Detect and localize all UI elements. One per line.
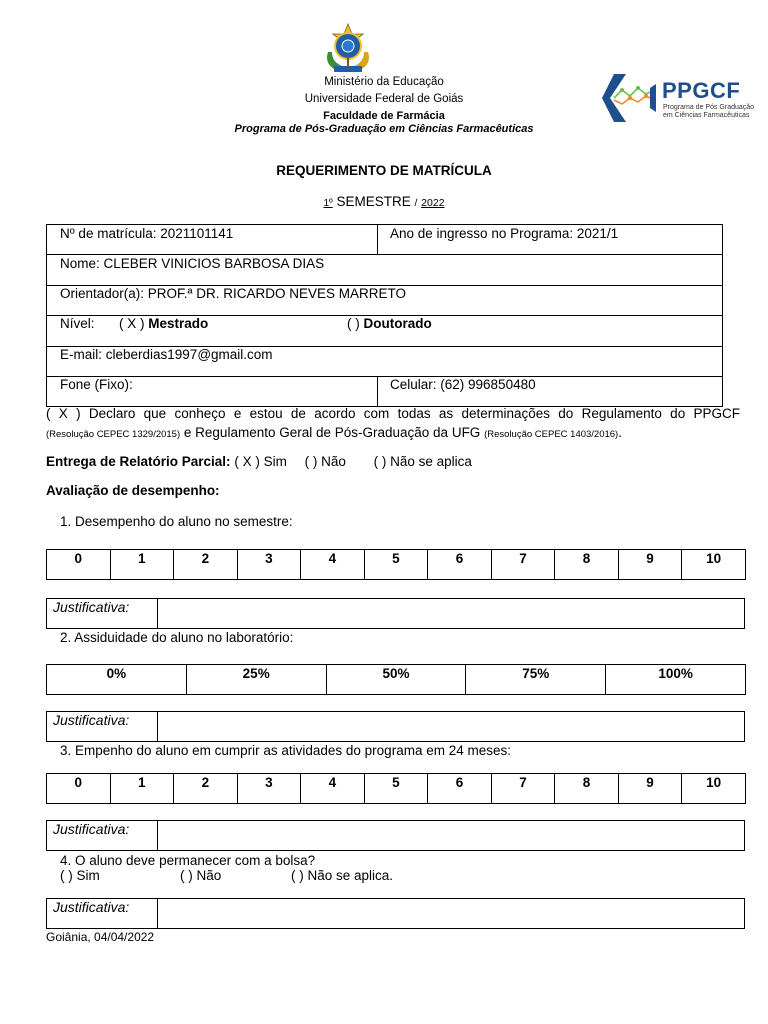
relatorio-label: Entrega de Relatório Parcial: xyxy=(46,454,231,469)
q1-score-cell[interactable]: 4 xyxy=(301,550,365,580)
q3-score-cell[interactable]: 1 xyxy=(110,774,174,804)
q3-score-cell[interactable]: 10 xyxy=(682,774,746,804)
footer-date: Goiânia, 04/04/2022 xyxy=(46,930,155,944)
question-1: 1. Desempenho do aluno no semestre: xyxy=(60,514,293,529)
justificativa-box-q1[interactable] xyxy=(46,598,745,629)
q2-percent-cell[interactable]: 75% xyxy=(466,665,606,695)
orientador-field: Orientador(a): PROF.ª DR. RICARDO NEVES MARRETO xyxy=(60,286,407,301)
nivel-mestrado-mark: ( X ) xyxy=(119,316,145,331)
matricula-field: Nº de matrícula: 2021101141 xyxy=(60,226,234,241)
relatorio-sim: ( X ) Sim xyxy=(234,454,287,469)
brazil-coat-of-arms-icon xyxy=(322,22,374,76)
fone-field: Fone (Fixo): xyxy=(60,377,133,392)
university-text: Universidade Federal de Goiás xyxy=(304,93,464,105)
q3-score-cell[interactable]: 9 xyxy=(618,774,682,804)
nivel-mestrado-option xyxy=(119,316,208,331)
justificativa-label-q4: Justificativa: xyxy=(47,899,158,928)
declaration-line-2 xyxy=(46,425,622,440)
q1-score-cell[interactable]: 2 xyxy=(174,550,238,580)
declaration-end: . xyxy=(618,425,622,440)
scale-table-q1 xyxy=(46,549,746,580)
program-text: Programa de Pós-Graduação em Ciências Farmacêuticas xyxy=(234,123,534,135)
resolution-1: (Resolução CEPEC 1329/2015) xyxy=(46,429,181,440)
q1-score-cell[interactable]: 7 xyxy=(491,550,555,580)
q1-score-cell[interactable]: 6 xyxy=(428,550,492,580)
q1-score-cell[interactable]: 0 xyxy=(47,550,111,580)
resolution-2: (Resolução CEPEC 1403/2016) xyxy=(484,429,619,440)
q4-option-na: ( ) Não se aplica. xyxy=(291,868,394,883)
q4-option-nao: ( ) Não xyxy=(180,868,222,883)
q1-score-cell[interactable]: 8 xyxy=(555,550,619,580)
scale-table-q2 xyxy=(46,664,746,695)
nome-field: Nome: CLEBER VINICIOS BARBOSA DIAS xyxy=(60,256,325,271)
justificativa-box-q2[interactable] xyxy=(46,711,745,742)
semester-year: 2022 xyxy=(421,197,445,209)
question-3: 3. Empenho do aluno em cumprir as atividades do programa em 24 meses: xyxy=(60,743,511,758)
email-field: E-mail: cleberdias1997@gmail.com xyxy=(60,347,273,362)
student-info-table xyxy=(46,224,723,407)
semester-number: 1º xyxy=(323,198,333,209)
q3-score-cell[interactable]: 7 xyxy=(491,774,555,804)
q2-percent-cell[interactable]: 50% xyxy=(326,665,466,695)
logo-subtitle-2: em Ciências Farmacêuticas xyxy=(663,112,750,119)
semester-line xyxy=(0,194,768,209)
ministry-text: Ministério da Educação xyxy=(324,76,444,88)
justificativa-box-q3[interactable] xyxy=(46,820,745,851)
nivel-doutorado-option xyxy=(347,316,432,331)
faculty-text: Faculdade de Farmácia xyxy=(323,110,445,122)
question-4: 4. O aluno deve permanecer com a bolsa? xyxy=(60,853,316,868)
declaration-mid: e Regulamento Geral de Pós-Graduação da UFG xyxy=(183,425,481,440)
q4-option-sim: ( ) Sim xyxy=(60,868,100,883)
ppgcf-logo xyxy=(600,70,755,126)
q3-score-cell[interactable]: 0 xyxy=(47,774,111,804)
justificativa-label-q3: Justificativa: xyxy=(47,821,158,850)
declaration-line-1: ( X ) Declaro que conheço e estou de acordo com todas as determinações do Regulamento do PPGCF xyxy=(46,406,740,421)
q1-score-cell[interactable]: 1 xyxy=(110,550,174,580)
q1-score-cell[interactable]: 10 xyxy=(682,550,746,580)
q3-score-cell[interactable]: 2 xyxy=(174,774,238,804)
q3-score-cell[interactable]: 5 xyxy=(364,774,428,804)
relatorio-line xyxy=(46,454,472,469)
justificativa-label-q1: Justificativa: xyxy=(47,599,158,628)
ingresso-field: Ano de ingresso no Programa: 2021/1 xyxy=(390,226,619,241)
q3-score-cell[interactable]: 8 xyxy=(555,774,619,804)
nivel-mestrado-label: Mestrado xyxy=(148,316,209,331)
justificativa-label-q2: Justificativa: xyxy=(47,712,158,741)
semester-separator: / xyxy=(414,197,418,209)
q1-score-cell[interactable]: 3 xyxy=(237,550,301,580)
relatorio-na: ( ) Não se aplica xyxy=(373,454,472,469)
justificativa-box-q4[interactable] xyxy=(46,898,745,929)
logo-text: PPGCF xyxy=(662,78,741,103)
q3-score-cell[interactable]: 6 xyxy=(428,774,492,804)
semester-label: SEMESTRE xyxy=(336,194,411,209)
avaliacao-title: Avaliação de desempenho: xyxy=(46,483,220,498)
q1-score-cell[interactable]: 5 xyxy=(364,550,428,580)
question-2: 2. Assiduidade do aluno no laboratório: xyxy=(60,630,294,645)
logo-subtitle-1: Programa de Pós Graduação xyxy=(663,104,755,111)
relatorio-nao: ( ) Não xyxy=(304,454,346,469)
q2-percent-cell[interactable]: 0% xyxy=(47,665,187,695)
q2-percent-cell[interactable]: 100% xyxy=(606,665,746,695)
celular-field: Celular: (62) 996850480 xyxy=(390,377,536,392)
scale-table-q3 xyxy=(46,773,746,804)
nivel-label: Nível: xyxy=(60,316,95,331)
q3-score-cell[interactable]: 4 xyxy=(301,774,365,804)
nivel-doutorado-label: Doutorado xyxy=(363,316,432,331)
q1-score-cell[interactable]: 9 xyxy=(618,550,682,580)
nivel-doutorado-mark: ( ) xyxy=(347,316,360,331)
q2-percent-cell[interactable]: 25% xyxy=(186,665,326,695)
document-title: REQUERIMENTO DE MATRÍCULA xyxy=(276,163,492,178)
q3-score-cell[interactable]: 3 xyxy=(237,774,301,804)
